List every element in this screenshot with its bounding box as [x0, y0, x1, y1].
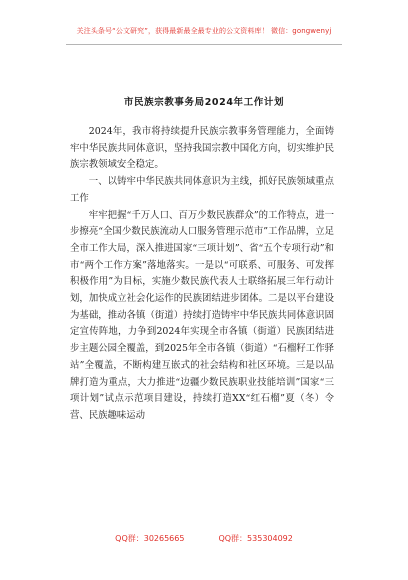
footer-qq-group-2: QQ群：535304092 [218, 534, 293, 543]
document-body [70, 124, 334, 425]
header-promo-note: 关注头条号“公文研究”，获得最新最全最专业的公文资料库！ 微信：gongwenyj [76, 27, 332, 35]
document-title: 市民族宗教事务局2024年工作计划 [123, 97, 285, 108]
footer-qq-group-1: QQ群：30265665 [115, 534, 185, 543]
footer-qq-groups [0, 533, 408, 544]
body-paragraph: 牢牢把握“千万人口、百万少数民族群众”的工作特点，进一步擦亮“全国少数民族流动人口服务管理示范市”工作品牌，立足全市工作大局，深入推进国家“三项计划”、省“五个专项行动”和市“两个工作方案”落地落实。一是以“可联系、可服务、可发挥积极作用”为目标，实施少数民族代表人士联络拓展三年行动计划，加快成立社会化运作的民族团结进步团体。二是以平台建设为基础，推动各镇（街道）持续打造铸牢中华民族共同体意识固定宣传阵地，力争到2024年实现全市各镇（街道）民族团结进步主题公园全覆盖，到2025年全市各镇（街道）“石榴籽工作驿站”全覆盖，不断构建互嵌式的社会结构和社区环境。三是以品牌打造为重点，大力推进“边疆少数民族职业技能培训”国家“三项计划”试点示范项目建设，持续打造XX“红石榴”夏（冬）令营、民族趣味运动 [70, 209, 334, 421]
intro-paragraph: 2024年，我市将持续提升民族宗教事务管理能力，全面铸牢中华民族共同体意识，坚持我国宗教中国化方向，切实维护民族宗教领域安全稳定。 [70, 126, 334, 171]
header-divider [66, 44, 342, 45]
section-heading-1: 一、以铸牢中华民族共同体意识为主线，抓好民族领域重点工作 [70, 176, 334, 204]
